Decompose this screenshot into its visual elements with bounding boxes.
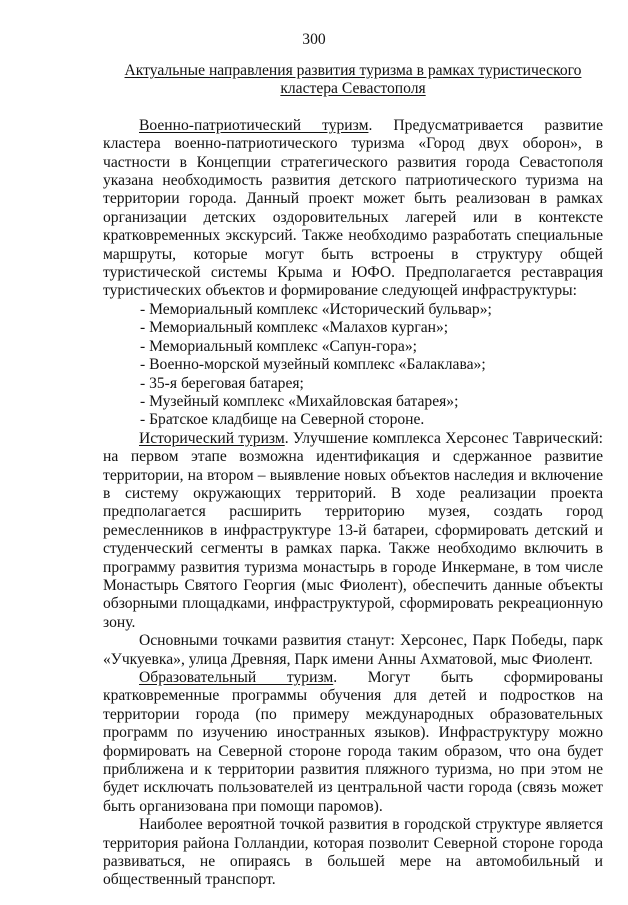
educational-tourism-title: Образовательный туризм bbox=[139, 669, 334, 686]
list-item: - Братское кладбище на Северной стороне. bbox=[140, 411, 425, 429]
section-heading-line-2: кластера Севастополя bbox=[280, 80, 426, 98]
page-content bbox=[103, 62, 603, 890]
list-item: - Мемориальный комплекс «Сапун-гора»; bbox=[140, 337, 417, 355]
page-number: 300 bbox=[302, 31, 326, 48]
military-tourism-paragraph bbox=[103, 117, 603, 301]
list-item: - Мемориальный комплекс «Малахов курган»; bbox=[140, 319, 449, 337]
list-item: - Музейный комплекс «Михайловская батарея»; bbox=[140, 392, 459, 410]
historical-tourism-paragraph bbox=[103, 430, 603, 632]
military-tourism-title: Военно-патриотический туризм bbox=[139, 116, 369, 134]
list-item: - 35-я береговая батарея; bbox=[140, 374, 304, 392]
educational-tourism-paragraph bbox=[103, 669, 603, 816]
military-tourism-text: . Предусматривается развитие кластера военно-патриотического туризма «Город двух оборон», в частности в Концепции стратегического развития города Севастополя указана необходимость развития детского патриотического туризма на территории города. Данный проект может быть реализован в рамках организации детских оздоровительных лагерей или в контексте кратковременных экскурсий. Также необходимо разработать специальные маршруты, которые могут быть встроены в структуру общей туристической системы Крыма и ЮФО. Предполагается реставрация туристических объектов и формирование следующей инфраструктуры: bbox=[103, 116, 604, 300]
development-points-paragraph: Основными точками развития станут: Херсонес, Парк Победы, парк «Учкуевка», улица Древняя, Парк имени Анны Ахматовой, мыс Фиолент. bbox=[103, 632, 603, 668]
historical-tourism-title: Исторический туризм bbox=[139, 429, 285, 447]
list-item: - Военно-морской музейный комплекс «Балаклава»; bbox=[140, 356, 486, 374]
conclusion-paragraph: Наиболее вероятной точкой развития в городской структуре является территория района Голландии, которая позволит Северной стороне города развиваться, не опираясь в большей мере на автомобильный и общественный транспорт. bbox=[103, 816, 603, 889]
section-heading bbox=[103, 62, 603, 99]
historical-tourism-text: . Улучшение комплекса Херсонес Таврический: на первом этапе возможна идентификация и сдержанное развитие территории, на втором – выявление новых объектов наследия и включение в систему окружающих территорий. В ходе реализации проекта предполагается расширить территорию музея, создать город ремесленников в инфраструктуре 13-й батареи, сформировать детский и студенческий сегменты в рамках парка. Также необходимо включить в программу развития туризма монастырь в городе Инкермане, в том числе Монастырь Святого Георгия (мыс Фиолент), обеспечить данные объекты обзорными площадками, инфраструктурой, сформировать рекреационную зону. bbox=[103, 429, 603, 631]
infrastructure-list bbox=[103, 301, 603, 430]
section-heading-line-1: Актуальные направления развития туризма в рамках туристического bbox=[124, 62, 582, 79]
list-item: - Мемориальный комплекс «Исторический бульвар»; bbox=[140, 300, 492, 318]
educational-tourism-text: . Могут быть сформированы кратковременные программы обучения для детей и подростков на территории города (по примеру международных образовательных программ по изучению иностранных языков). Инфраструктуру можно формировать на Северной стороне города таким образом, что она будет приближена и к территории развития пляжного туризма, но при этом не будет исключать пользователей из центральной части города (связь может быть организована при помощи паромов). bbox=[103, 669, 603, 815]
